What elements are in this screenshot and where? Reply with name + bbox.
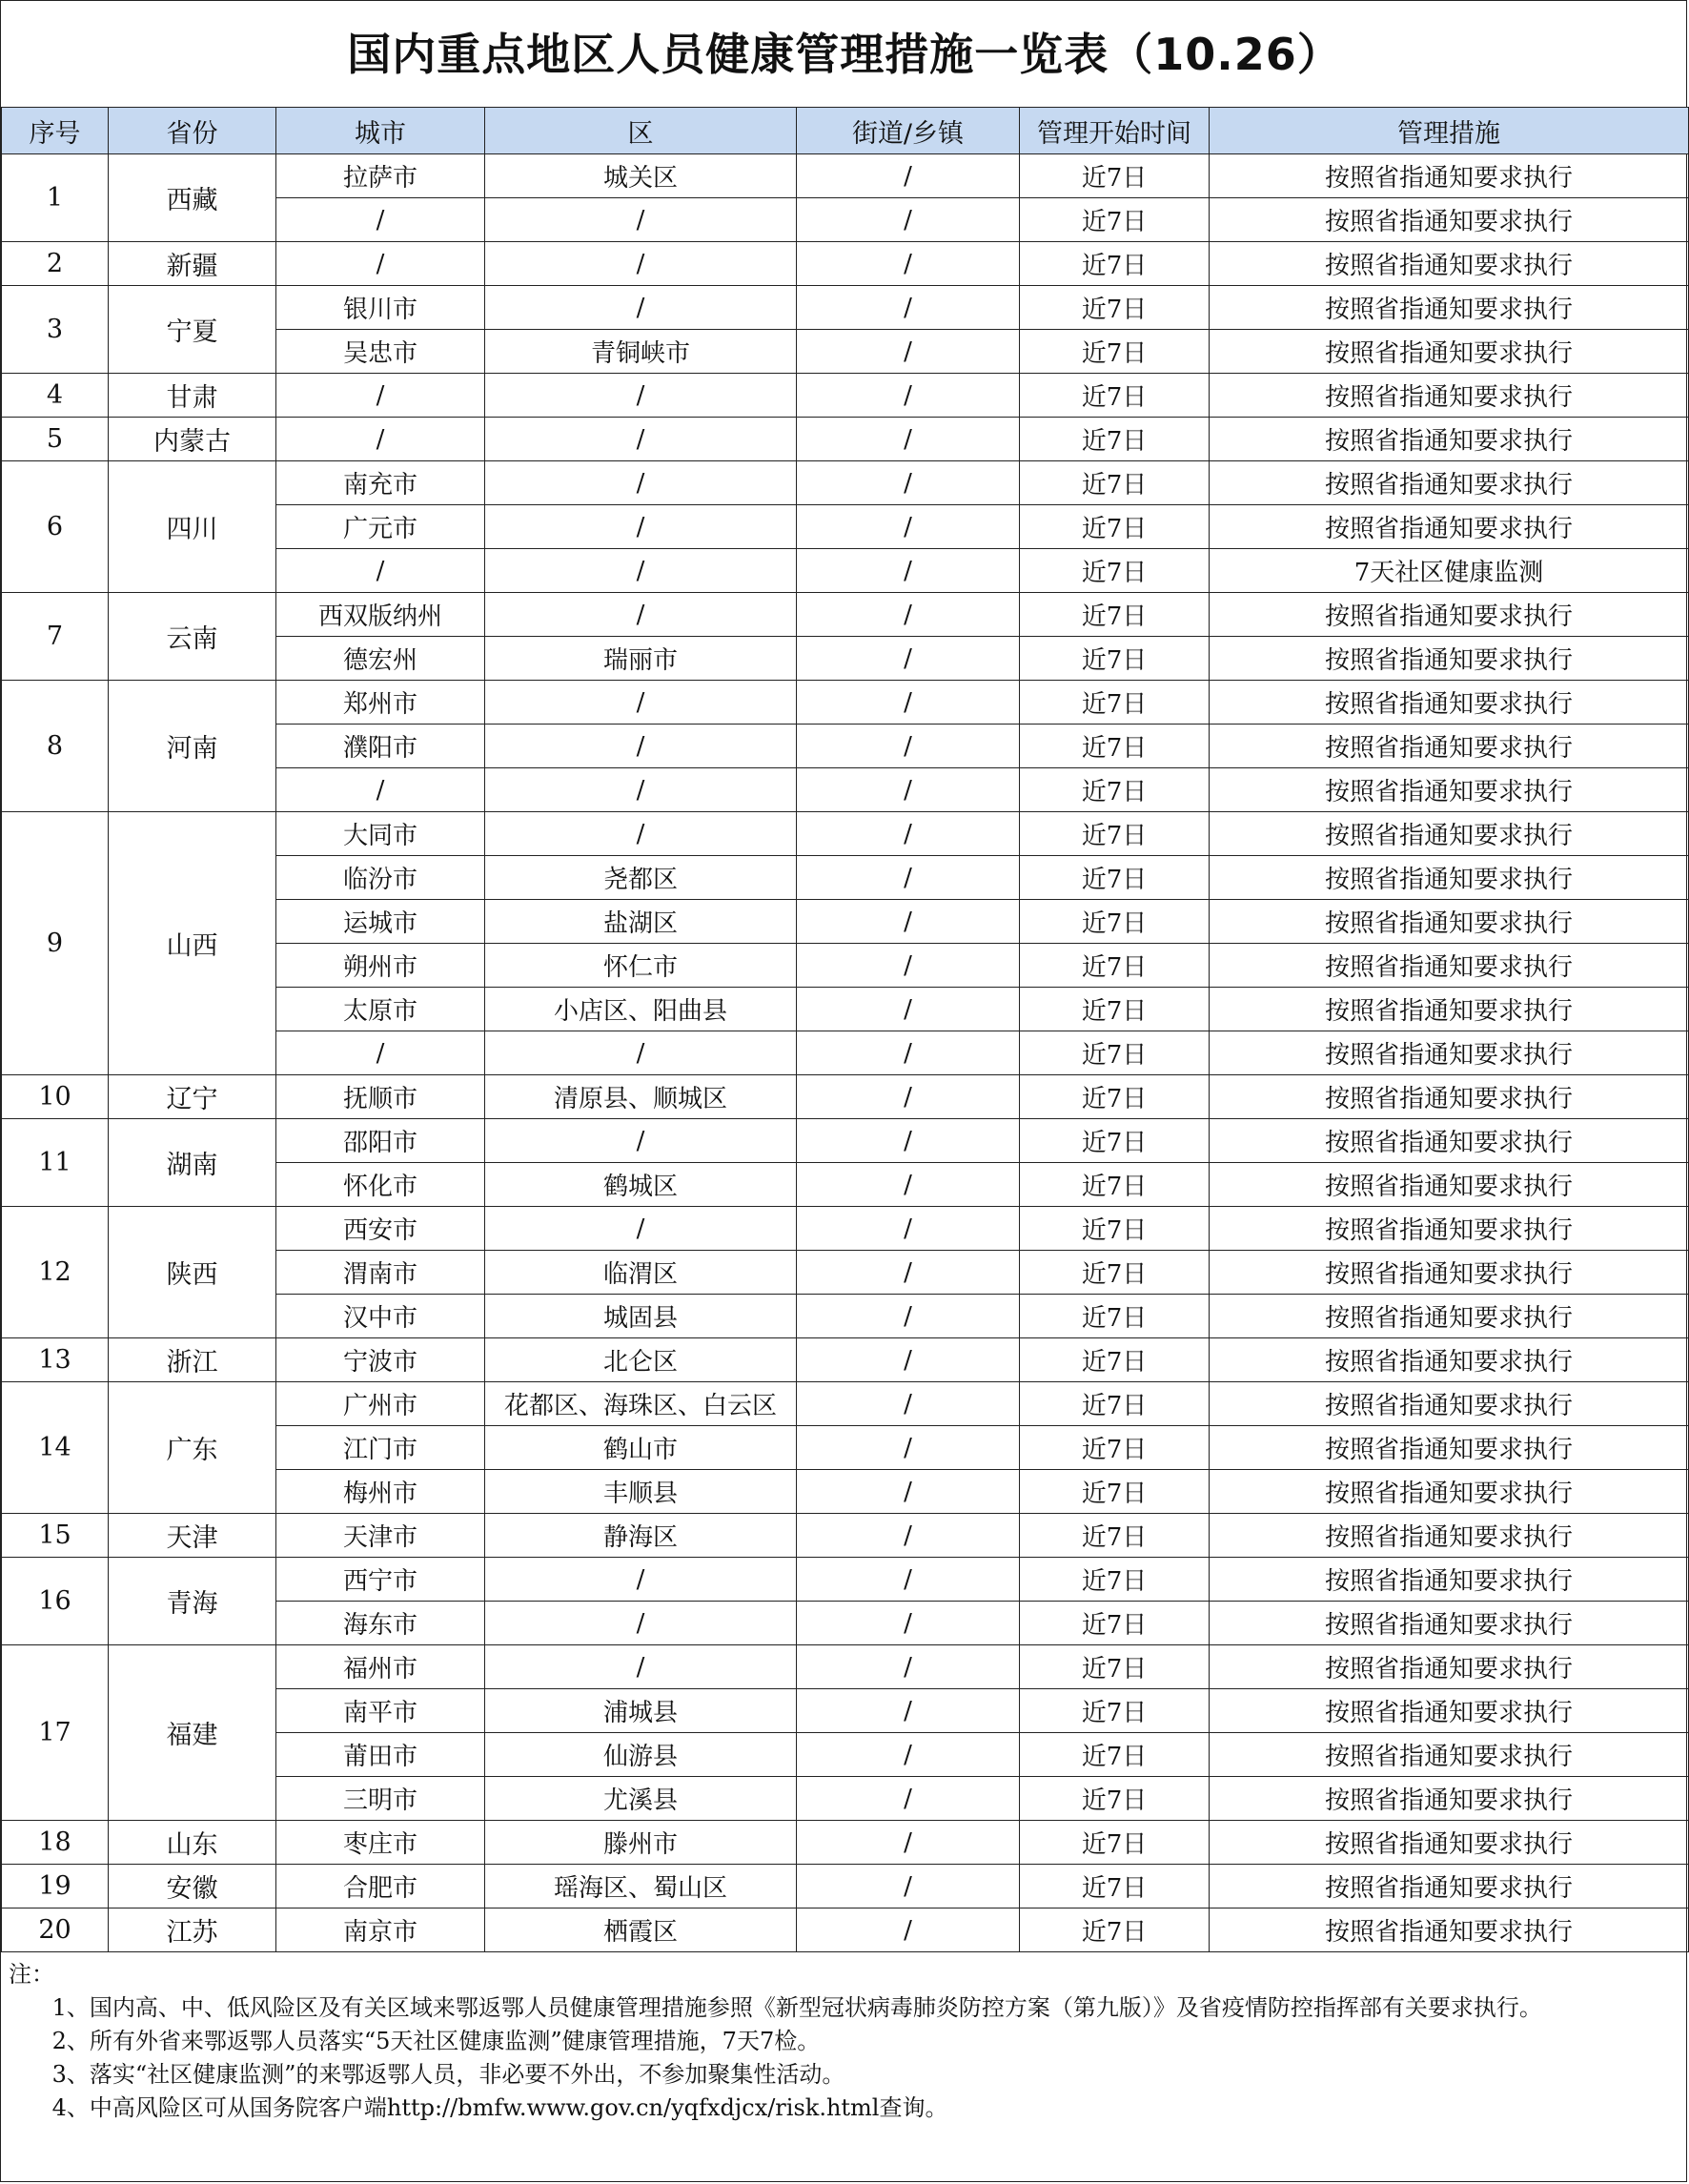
page-title: 国内重点地区人员健康管理措施一览表（10.26）	[1, 1, 1688, 108]
cell-index: 14	[2, 1382, 109, 1514]
cell-street: /	[797, 1251, 1020, 1295]
cell-district: 花都区、海珠区、白云区	[485, 1382, 797, 1426]
cell-street: /	[797, 374, 1020, 418]
cell-measure: 按照省指通知要求执行	[1210, 374, 1689, 418]
cell-city: 南充市	[276, 461, 485, 505]
cell-street: /	[797, 1295, 1020, 1338]
cell-district: 城固县	[485, 1295, 797, 1338]
cell-province: 内蒙古	[109, 418, 276, 461]
cell-province: 广东	[109, 1382, 276, 1514]
cell-index: 8	[2, 681, 109, 812]
cell-district: 临渭区	[485, 1251, 797, 1295]
cell-city: 天津市	[276, 1514, 485, 1558]
table-row	[2, 812, 1689, 856]
cell-start-time: 近7日	[1020, 1733, 1210, 1777]
cell-street: /	[797, 1470, 1020, 1514]
cell-street: /	[797, 681, 1020, 725]
cell-city: 运城市	[276, 900, 485, 944]
cell-district: 青铜峡市	[485, 330, 797, 374]
cell-district: /	[485, 549, 797, 593]
cell-province: 安徽	[109, 1865, 276, 1908]
cell-district: /	[485, 374, 797, 418]
cell-district: 鹤城区	[485, 1163, 797, 1207]
cell-city: 三明市	[276, 1777, 485, 1821]
cell-street: /	[797, 1777, 1020, 1821]
cell-city: /	[276, 1031, 485, 1075]
cell-district: 尧都区	[485, 856, 797, 900]
cell-district: 北仑区	[485, 1338, 797, 1382]
cell-city: 大同市	[276, 812, 485, 856]
cell-start-time: 近7日	[1020, 1470, 1210, 1514]
cell-street: /	[797, 154, 1020, 198]
cell-city: 西安市	[276, 1207, 485, 1251]
cell-street: /	[797, 1689, 1020, 1733]
cell-street: /	[797, 900, 1020, 944]
cell-district: 浦城县	[485, 1689, 797, 1733]
cell-street: /	[797, 1075, 1020, 1119]
cell-index: 6	[2, 461, 109, 593]
cell-start-time: 近7日	[1020, 900, 1210, 944]
cell-city: 合肥市	[276, 1865, 485, 1908]
table-row	[2, 1338, 1689, 1382]
cell-measure: 按照省指通知要求执行	[1210, 593, 1689, 637]
column-header-start-time: 管理开始时间	[1020, 108, 1210, 154]
cell-street: /	[797, 593, 1020, 637]
cell-province: 福建	[109, 1645, 276, 1821]
notes-section	[1, 1949, 1688, 2125]
cell-street: /	[797, 242, 1020, 286]
cell-city: 汉中市	[276, 1295, 485, 1338]
column-header-province: 省份	[109, 108, 276, 154]
cell-start-time: 近7日	[1020, 1908, 1210, 1952]
cell-start-time: 近7日	[1020, 944, 1210, 988]
cell-city: 临汾市	[276, 856, 485, 900]
table-row	[2, 1207, 1689, 1251]
cell-start-time: 近7日	[1020, 154, 1210, 198]
cell-street: /	[797, 1426, 1020, 1470]
cell-district: /	[485, 1207, 797, 1251]
cell-city: /	[276, 242, 485, 286]
cell-measure: 按照省指通知要求执行	[1210, 1908, 1689, 1952]
cell-city: 南平市	[276, 1689, 485, 1733]
cell-district: /	[485, 681, 797, 725]
cell-start-time: 近7日	[1020, 1163, 1210, 1207]
cell-index: 5	[2, 418, 109, 461]
cell-measure: 按照省指通知要求执行	[1210, 1295, 1689, 1338]
cell-index: 3	[2, 286, 109, 374]
cell-city: /	[276, 549, 485, 593]
cell-city: 宁波市	[276, 1338, 485, 1382]
cell-start-time: 近7日	[1020, 681, 1210, 725]
cell-district: 丰顺县	[485, 1470, 797, 1514]
cell-city: 德宏州	[276, 637, 485, 681]
table-row	[2, 374, 1689, 418]
cell-measure: 按照省指通知要求执行	[1210, 988, 1689, 1031]
cell-measure: 按照省指通知要求执行	[1210, 944, 1689, 988]
cell-district: 栖霞区	[485, 1908, 797, 1952]
cell-measure: 按照省指通知要求执行	[1210, 812, 1689, 856]
cell-measure: 按照省指通知要求执行	[1210, 1821, 1689, 1865]
cell-district: 静海区	[485, 1514, 797, 1558]
cell-street: /	[797, 725, 1020, 768]
cell-district: /	[485, 812, 797, 856]
cell-province: 青海	[109, 1558, 276, 1645]
table-row	[2, 1558, 1689, 1602]
column-header-district: 区	[485, 108, 797, 154]
cell-start-time: 近7日	[1020, 549, 1210, 593]
cell-start-time: 近7日	[1020, 1338, 1210, 1382]
cell-index: 12	[2, 1207, 109, 1338]
cell-start-time: 近7日	[1020, 725, 1210, 768]
cell-index: 19	[2, 1865, 109, 1908]
note-item-1: 1、国内高、中、低风险区及有关区域来鄂返鄂人员健康管理措施参照《新型冠状病毒肺炎防控方案（第九版）》及省疫情防控指挥部有关要求执行。	[51, 1994, 1542, 2021]
cell-start-time: 近7日	[1020, 1295, 1210, 1338]
cell-start-time: 近7日	[1020, 988, 1210, 1031]
cell-street: /	[797, 637, 1020, 681]
cell-city: 西双版纳州	[276, 593, 485, 637]
cell-province: 湖南	[109, 1119, 276, 1207]
cell-street: /	[797, 1382, 1020, 1426]
cell-measure: 按照省指通知要求执行	[1210, 1207, 1689, 1251]
cell-street: /	[797, 1865, 1020, 1908]
cell-measure: 按照省指通知要求执行	[1210, 1338, 1689, 1382]
cell-city: 银川市	[276, 286, 485, 330]
cell-district: 城关区	[485, 154, 797, 198]
cell-city: 海东市	[276, 1602, 485, 1645]
cell-measure: 按照省指通知要求执行	[1210, 1514, 1689, 1558]
cell-city: 广州市	[276, 1382, 485, 1426]
cell-city: 梅州市	[276, 1470, 485, 1514]
cell-start-time: 近7日	[1020, 1031, 1210, 1075]
cell-district: 怀仁市	[485, 944, 797, 988]
cell-measure: 按照省指通知要求执行	[1210, 286, 1689, 330]
cell-province: 陕西	[109, 1207, 276, 1338]
cell-index: 10	[2, 1075, 109, 1119]
cell-district: 瑶海区、蜀山区	[485, 1865, 797, 1908]
table-row	[2, 1821, 1689, 1865]
cell-street: /	[797, 1733, 1020, 1777]
cell-start-time: 近7日	[1020, 198, 1210, 242]
cell-street: /	[797, 944, 1020, 988]
cell-measure: 按照省指通知要求执行	[1210, 1865, 1689, 1908]
cell-street: /	[797, 1031, 1020, 1075]
cell-city: 福州市	[276, 1645, 485, 1689]
cell-measure: 按照省指通知要求执行	[1210, 505, 1689, 549]
cell-index: 1	[2, 154, 109, 242]
cell-start-time: 近7日	[1020, 1777, 1210, 1821]
cell-city: 郑州市	[276, 681, 485, 725]
cell-start-time: 近7日	[1020, 1865, 1210, 1908]
cell-start-time: 近7日	[1020, 1689, 1210, 1733]
cell-start-time: 近7日	[1020, 242, 1210, 286]
cell-start-time: 近7日	[1020, 1558, 1210, 1602]
cell-start-time: 近7日	[1020, 1602, 1210, 1645]
cell-measure: 按照省指通知要求执行	[1210, 1558, 1689, 1602]
cell-district: /	[485, 725, 797, 768]
cell-province: 辽宁	[109, 1075, 276, 1119]
cell-city: /	[276, 198, 485, 242]
cell-index: 4	[2, 374, 109, 418]
cell-city: 广元市	[276, 505, 485, 549]
cell-street: /	[797, 1514, 1020, 1558]
cell-city: 抚顺市	[276, 1075, 485, 1119]
cell-start-time: 近7日	[1020, 768, 1210, 812]
cell-city: 朔州市	[276, 944, 485, 988]
cell-measure: 按照省指通知要求执行	[1210, 1733, 1689, 1777]
cell-street: /	[797, 198, 1020, 242]
cell-start-time: 近7日	[1020, 286, 1210, 330]
table-header	[2, 108, 1689, 154]
cell-index: 2	[2, 242, 109, 286]
cell-district: 瑞丽市	[485, 637, 797, 681]
cell-province: 山西	[109, 812, 276, 1075]
cell-start-time: 近7日	[1020, 330, 1210, 374]
cell-street: /	[797, 1163, 1020, 1207]
cell-street: /	[797, 1602, 1020, 1645]
cell-district: 盐湖区	[485, 900, 797, 944]
table-row	[2, 154, 1689, 198]
cell-index: 9	[2, 812, 109, 1075]
cell-index: 15	[2, 1514, 109, 1558]
cell-start-time: 近7日	[1020, 593, 1210, 637]
cell-city: 渭南市	[276, 1251, 485, 1295]
cell-start-time: 近7日	[1020, 1119, 1210, 1163]
cell-start-time: 近7日	[1020, 1645, 1210, 1689]
cell-city: /	[276, 374, 485, 418]
cell-city: 枣庄市	[276, 1821, 485, 1865]
cell-district: /	[485, 593, 797, 637]
note-item-4: 4、中高风险区可从国务院客户端http://bmfw.www.gov.cn/yqfxdjcx/risk.html查询。	[51, 2094, 948, 2121]
cell-measure: 按照省指通知要求执行	[1210, 856, 1689, 900]
cell-measure: 按照省指通知要求执行	[1210, 1075, 1689, 1119]
table-row	[2, 1119, 1689, 1163]
cell-district: /	[485, 768, 797, 812]
cell-index: 11	[2, 1119, 109, 1207]
cell-district: /	[485, 505, 797, 549]
cell-street: /	[797, 1558, 1020, 1602]
cell-street: /	[797, 1821, 1020, 1865]
cell-district: /	[485, 1119, 797, 1163]
cell-district: /	[485, 1558, 797, 1602]
cell-district: /	[485, 461, 797, 505]
column-header-city: 城市	[276, 108, 485, 154]
cell-measure: 按照省指通知要求执行	[1210, 1470, 1689, 1514]
cell-district: 尤溪县	[485, 1777, 797, 1821]
cell-city: 拉萨市	[276, 154, 485, 198]
cell-start-time: 近7日	[1020, 812, 1210, 856]
column-header-street: 街道/乡镇	[797, 108, 1020, 154]
cell-district: /	[485, 1602, 797, 1645]
cell-street: /	[797, 988, 1020, 1031]
cell-city: /	[276, 418, 485, 461]
table-row	[2, 461, 1689, 505]
cell-province: 天津	[109, 1514, 276, 1558]
cell-measure: 按照省指通知要求执行	[1210, 1426, 1689, 1470]
cell-province: 甘肃	[109, 374, 276, 418]
cell-street: /	[797, 549, 1020, 593]
cell-city: 南京市	[276, 1908, 485, 1952]
cell-district: /	[485, 1031, 797, 1075]
cell-city: 濮阳市	[276, 725, 485, 768]
cell-district: /	[485, 418, 797, 461]
table-row	[2, 1908, 1689, 1952]
cell-city: 西宁市	[276, 1558, 485, 1602]
cell-measure: 按照省指通知要求执行	[1210, 154, 1689, 198]
cell-district: 滕州市	[485, 1821, 797, 1865]
cell-start-time: 近7日	[1020, 637, 1210, 681]
header-row	[2, 108, 1689, 154]
cell-start-time: 近7日	[1020, 1382, 1210, 1426]
cell-start-time: 近7日	[1020, 1514, 1210, 1558]
cell-index: 13	[2, 1338, 109, 1382]
cell-district: 小店区、阳曲县	[485, 988, 797, 1031]
cell-measure: 按照省指通知要求执行	[1210, 725, 1689, 768]
cell-measure: 按照省指通知要求执行	[1210, 1602, 1689, 1645]
cell-street: /	[797, 505, 1020, 549]
table-row	[2, 681, 1689, 725]
cell-measure: 按照省指通知要求执行	[1210, 1119, 1689, 1163]
column-header-measure: 管理措施	[1210, 108, 1689, 154]
cell-province: 山东	[109, 1821, 276, 1865]
cell-district: /	[485, 242, 797, 286]
table-row	[2, 1645, 1689, 1689]
cell-index: 18	[2, 1821, 109, 1865]
cell-street: /	[797, 1645, 1020, 1689]
table-row	[2, 593, 1689, 637]
cell-city: /	[276, 768, 485, 812]
cell-district: /	[485, 198, 797, 242]
note-item-3: 3、落实“社区健康监测”的来鄂返鄂人员，非必要不外出，不参加聚集性活动。	[51, 2061, 845, 2088]
table-row	[2, 1865, 1689, 1908]
cell-measure: 按照省指通知要求执行	[1210, 1031, 1689, 1075]
cell-city: 江门市	[276, 1426, 485, 1470]
cell-street: /	[797, 768, 1020, 812]
cell-province: 浙江	[109, 1338, 276, 1382]
cell-start-time: 近7日	[1020, 1075, 1210, 1119]
cell-start-time: 近7日	[1020, 1426, 1210, 1470]
cell-start-time: 近7日	[1020, 505, 1210, 549]
cell-province: 西藏	[109, 154, 276, 242]
cell-measure: 按照省指通知要求执行	[1210, 681, 1689, 725]
cell-street: /	[797, 286, 1020, 330]
cell-street: /	[797, 1908, 1020, 1952]
cell-street: /	[797, 330, 1020, 374]
cell-district: /	[485, 1645, 797, 1689]
cell-index: 20	[2, 1908, 109, 1952]
cell-street: /	[797, 418, 1020, 461]
cell-measure: 按照省指通知要求执行	[1210, 1689, 1689, 1733]
cell-province: 新疆	[109, 242, 276, 286]
cell-index: 7	[2, 593, 109, 681]
cell-city: 吴忠市	[276, 330, 485, 374]
cell-measure: 按照省指通知要求执行	[1210, 1382, 1689, 1426]
note-item-2: 2、所有外省来鄂返鄂人员落实“5天社区健康监测”健康管理措施，7天7检。	[51, 2028, 821, 2054]
cell-start-time: 近7日	[1020, 1207, 1210, 1251]
column-header-index: 序号	[2, 108, 109, 154]
cell-measure: 按照省指通知要求执行	[1210, 1645, 1689, 1689]
cell-measure: 按照省指通知要求执行	[1210, 1777, 1689, 1821]
cell-city: 邵阳市	[276, 1119, 485, 1163]
cell-measure: 按照省指通知要求执行	[1210, 637, 1689, 681]
cell-start-time: 近7日	[1020, 1251, 1210, 1295]
cell-province: 云南	[109, 593, 276, 681]
cell-province: 宁夏	[109, 286, 276, 374]
cell-street: /	[797, 812, 1020, 856]
cell-province: 河南	[109, 681, 276, 812]
health-measures-table	[1, 107, 1689, 1952]
cell-province: 江苏	[109, 1908, 276, 1952]
table-row	[2, 1514, 1689, 1558]
cell-measure: 按照省指通知要求执行	[1210, 900, 1689, 944]
cell-street: /	[797, 461, 1020, 505]
cell-index: 17	[2, 1645, 109, 1821]
notes-heading: 注：	[9, 1961, 54, 1988]
table-row	[2, 1382, 1689, 1426]
cell-street: /	[797, 1207, 1020, 1251]
cell-start-time: 近7日	[1020, 374, 1210, 418]
table-row	[2, 418, 1689, 461]
cell-measure: 按照省指通知要求执行	[1210, 330, 1689, 374]
cell-street: /	[797, 1338, 1020, 1382]
cell-measure: 按照省指通知要求执行	[1210, 1163, 1689, 1207]
cell-district: 仙游县	[485, 1733, 797, 1777]
cell-street: /	[797, 856, 1020, 900]
cell-district: /	[485, 286, 797, 330]
table-row	[2, 242, 1689, 286]
cell-start-time: 近7日	[1020, 418, 1210, 461]
table-body	[2, 154, 1689, 1952]
cell-city: 太原市	[276, 988, 485, 1031]
cell-district: 鹤山市	[485, 1426, 797, 1470]
cell-district: 清原县、顺城区	[485, 1075, 797, 1119]
cell-measure: 7天社区健康监测	[1210, 549, 1689, 593]
cell-city: 莆田市	[276, 1733, 485, 1777]
cell-measure: 按照省指通知要求执行	[1210, 198, 1689, 242]
cell-measure: 按照省指通知要求执行	[1210, 242, 1689, 286]
cell-province: 四川	[109, 461, 276, 593]
cell-index: 16	[2, 1558, 109, 1645]
cell-street: /	[797, 1119, 1020, 1163]
cell-start-time: 近7日	[1020, 856, 1210, 900]
cell-measure: 按照省指通知要求执行	[1210, 461, 1689, 505]
cell-measure: 按照省指通知要求执行	[1210, 768, 1689, 812]
table-row	[2, 286, 1689, 330]
cell-start-time: 近7日	[1020, 461, 1210, 505]
cell-city: 怀化市	[276, 1163, 485, 1207]
cell-measure: 按照省指通知要求执行	[1210, 418, 1689, 461]
cell-start-time: 近7日	[1020, 1821, 1210, 1865]
table-row	[2, 1075, 1689, 1119]
cell-measure: 按照省指通知要求执行	[1210, 1251, 1689, 1295]
